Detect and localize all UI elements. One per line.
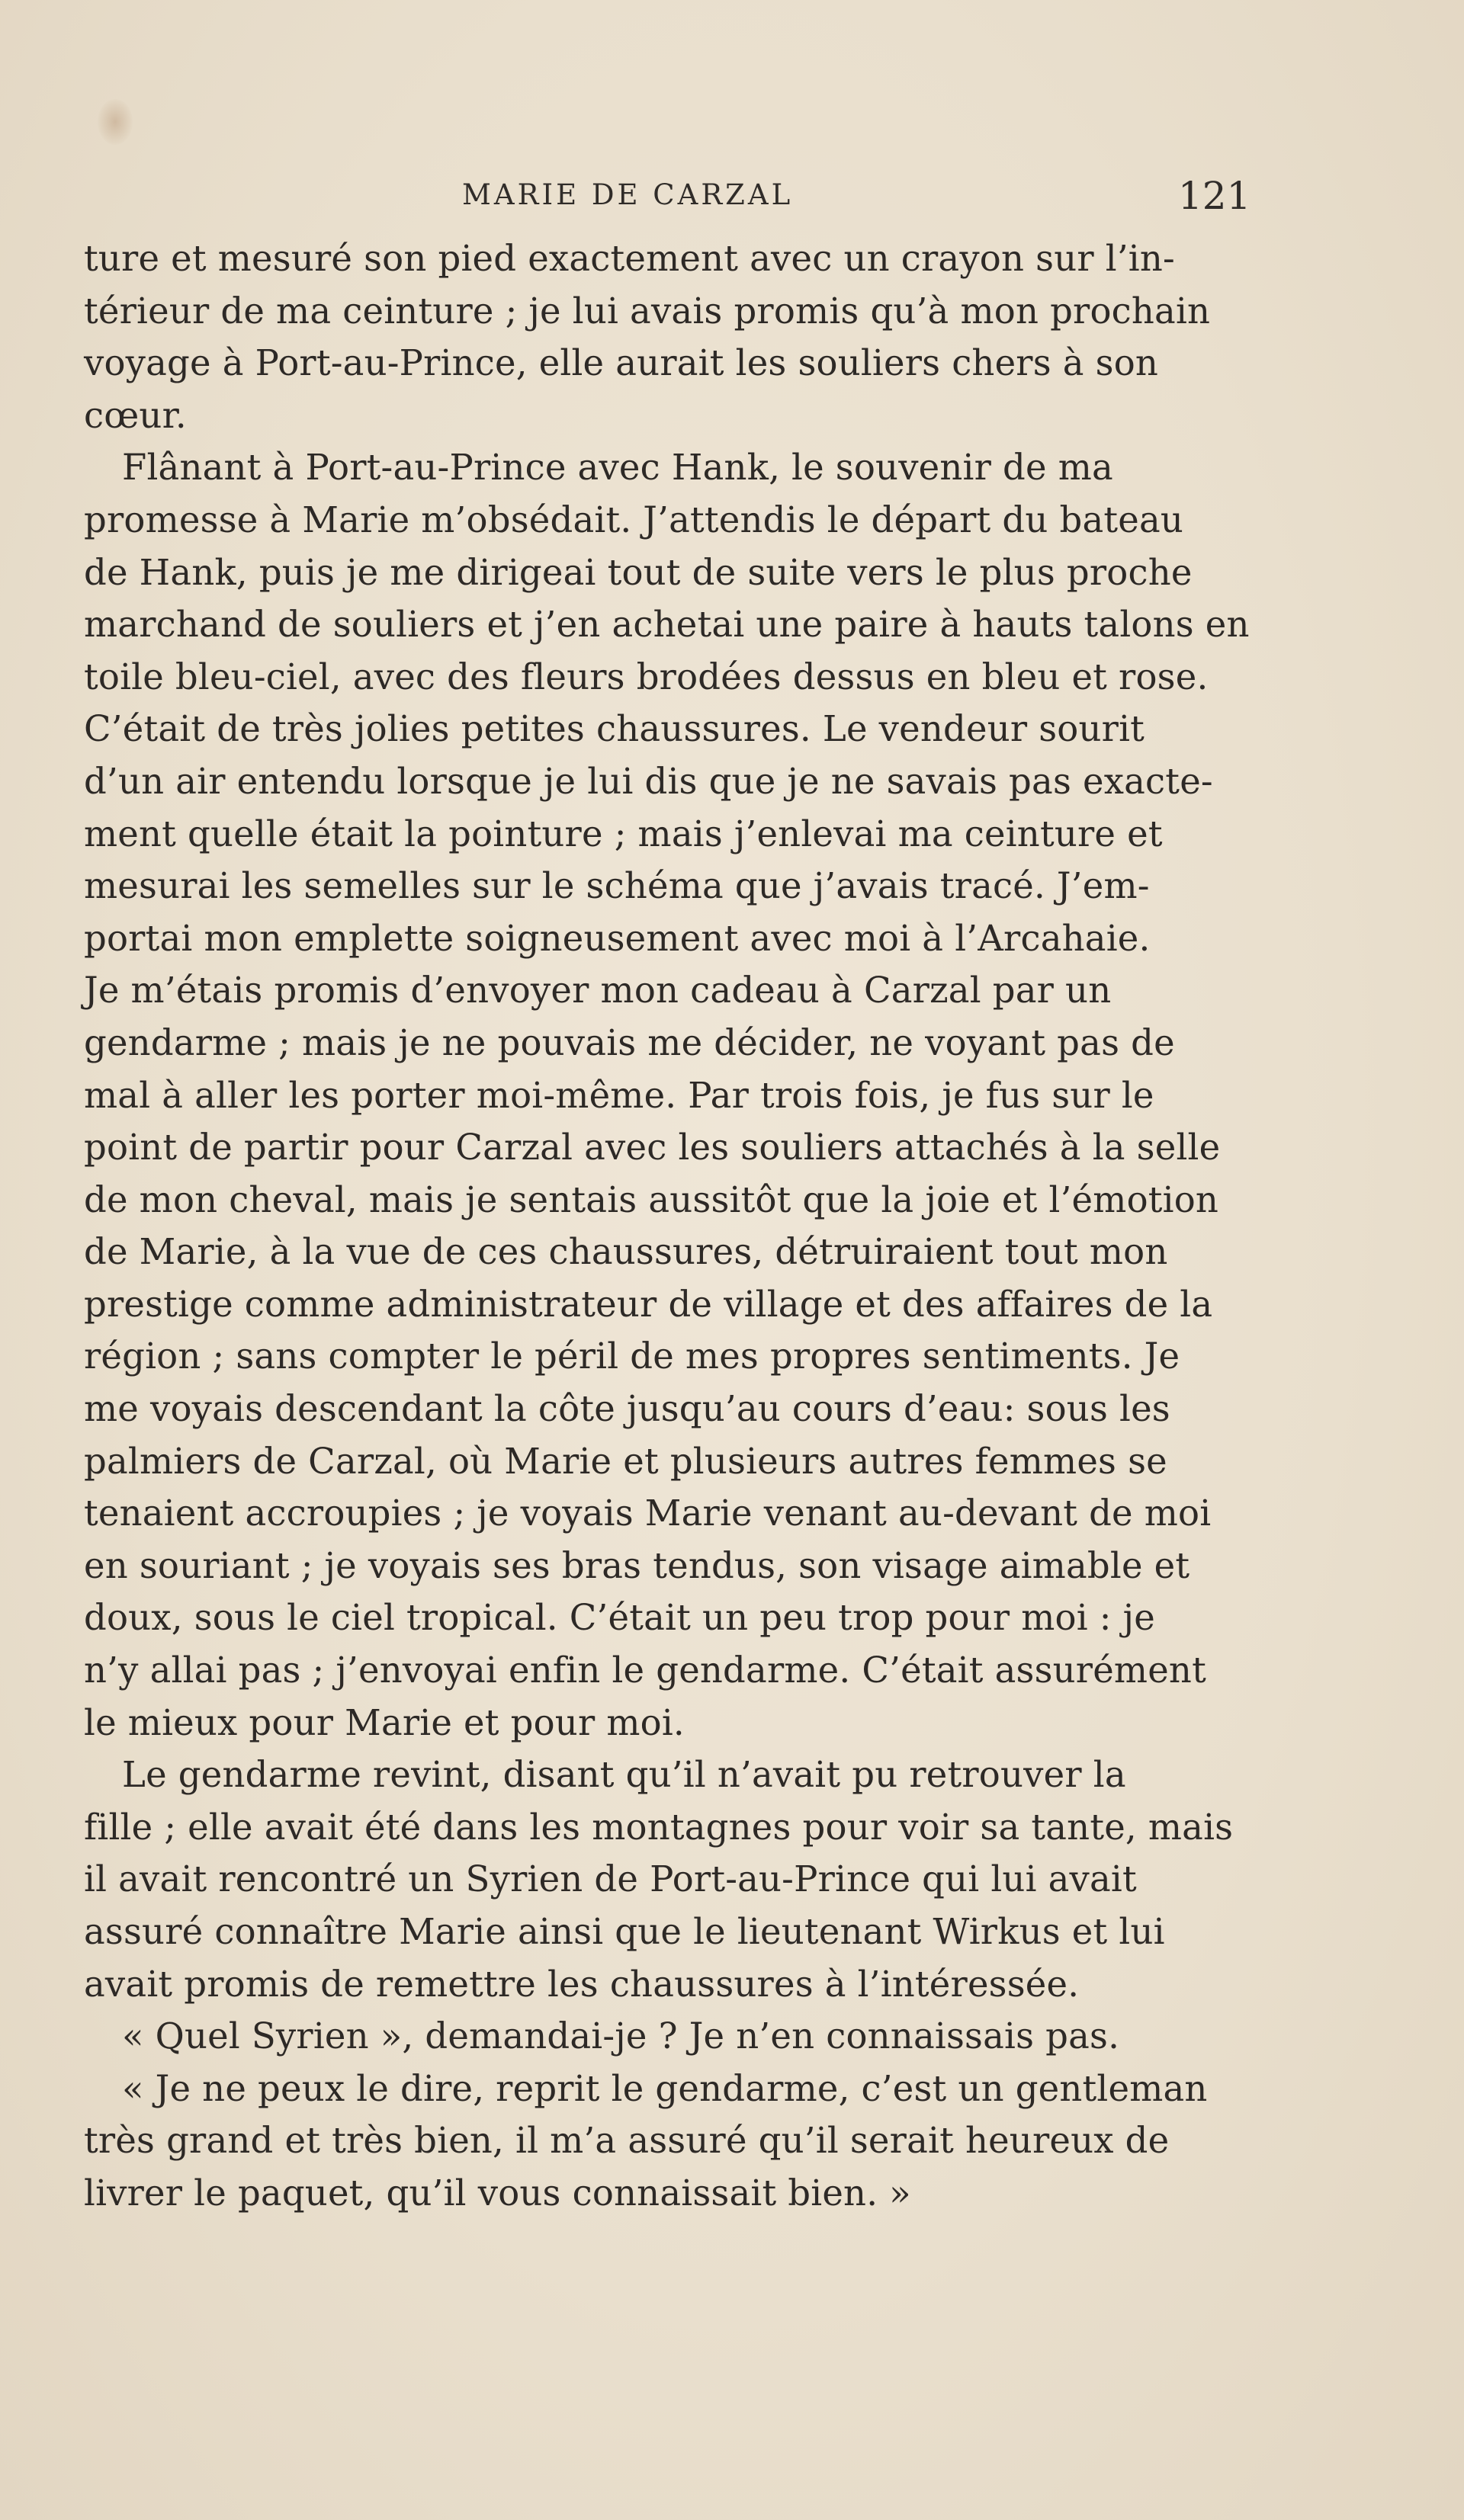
running-header bbox=[0, 174, 1464, 220]
paragraph-start-line: « Quel Syrien », demandai-je ? Je n’en connaissais pas. bbox=[122, 2015, 1120, 2057]
text-line: avait promis de remettre les chaussures à l’intéressée. bbox=[84, 1963, 1080, 2005]
text-line: fille ; elle avait été dans les montagnes pour voir sa tante, mais bbox=[84, 1806, 1234, 1848]
text-line: ture et mesuré son pied exactement avec un crayon sur l’in- bbox=[84, 238, 1175, 279]
paragraph-start-line: Flânant à Port-au-Prince avec Hank, le souvenir de ma bbox=[122, 447, 1113, 489]
paper-stain bbox=[98, 99, 133, 145]
text-line: de mon cheval, mais je sentais aussitôt que la joie et l’émotion bbox=[84, 1178, 1219, 1220]
text-line: Je m’étais promis d’envoyer mon cadeau à Carzal par un bbox=[84, 970, 1112, 1012]
text-line: promesse à Marie m’obsédait. J’attendis le départ du bateau bbox=[84, 499, 1184, 540]
page-number: 121 bbox=[1178, 174, 1251, 218]
text-line: ment quelle était la pointure ; mais j’enlevai ma ceinture et bbox=[84, 813, 1163, 854]
text-line: de Marie, à la vue de ces chaussures, détruiraient tout mon bbox=[84, 1231, 1168, 1273]
body-text bbox=[84, 232, 1285, 2220]
text-line: mal à aller les porter moi-même. Par trois fois, je fus sur le bbox=[84, 1074, 1154, 1116]
text-line: gendarme ; mais je ne pouvais me décider, ne voyant pas de bbox=[84, 1021, 1175, 1063]
text-line: cœur. bbox=[84, 394, 187, 436]
text-line: région ; sans compter le péril de mes propres sentiments. Je bbox=[84, 1335, 1180, 1377]
text-line: portai mon emplette soigneusement avec moi à l’Arcahaie. bbox=[84, 917, 1151, 959]
text-line: toile bleu-ciel, avec des fleurs brodées dessus en bleu et rose. bbox=[84, 656, 1209, 697]
text-line: voyage à Port-au-Prince, elle aurait les souliers chers à son bbox=[84, 342, 1159, 384]
text-line: palmiers de Carzal, où Marie et plusieurs autres femmes se bbox=[84, 1440, 1167, 1482]
text-line: mesurai les semelles sur le schéma que j’avais tracé. J’em- bbox=[84, 865, 1150, 907]
text-line: prestige comme administrateur de village et des affaires de la bbox=[84, 1283, 1213, 1325]
text-line: doux, sous le ciel tropical. C’était un peu trop pour moi : je bbox=[84, 1597, 1155, 1639]
paragraph-start-line: Le gendarme revint, disant qu’il n’avait pu retrouver la bbox=[122, 1754, 1126, 1796]
text-line: livrer le paquet, qu’il vous connaissait bien. » bbox=[84, 2172, 911, 2214]
running-title: MARIE DE CARZAL bbox=[462, 178, 794, 211]
text-line: térieur de ma ceinture ; je lui avais promis qu’à mon prochain bbox=[84, 290, 1211, 332]
text-line: de Hank, puis je me dirigeai tout de suite vers le plus proche bbox=[84, 551, 1193, 593]
text-line: point de partir pour Carzal avec les souliers attachés à la selle bbox=[84, 1127, 1221, 1169]
text-line: tenaient accroupies ; je voyais Marie venant au-devant de moi bbox=[84, 1492, 1212, 1534]
text-line: d’un air entendu lorsque je lui dis que je ne savais pas exacte- bbox=[84, 760, 1213, 802]
text-line: C’était de très jolies petites chaussures. Le vendeur sourit bbox=[84, 708, 1145, 750]
text-line: très grand et très bien, il m’a assuré qu’il serait heureux de bbox=[84, 2120, 1170, 2162]
text-line: n’y allai pas ; j’envoyai enfin le gendarme. C’était assurément bbox=[84, 1650, 1206, 1691]
text-line: marchand de souliers et j’en achetai une paire à hauts talons en bbox=[84, 604, 1250, 646]
text-line: le mieux pour Marie et pour moi. bbox=[84, 1701, 685, 1743]
text-line: en souriant ; je voyais ses bras tendus, son visage aimable et bbox=[84, 1544, 1190, 1586]
text-line: il avait rencontré un Syrien de Port-au-Prince qui lui avait bbox=[84, 1858, 1137, 1900]
paragraph-start-line: « Je ne peux le dire, reprit le gendarme, c’est un gentleman bbox=[122, 2067, 1208, 2109]
text-line: assuré connaître Marie ainsi que le lieutenant Wirkus et lui bbox=[84, 1911, 1165, 1952]
text-line: me voyais descendant la côte jusqu’au cours d’eau: sous les bbox=[84, 1388, 1170, 1430]
